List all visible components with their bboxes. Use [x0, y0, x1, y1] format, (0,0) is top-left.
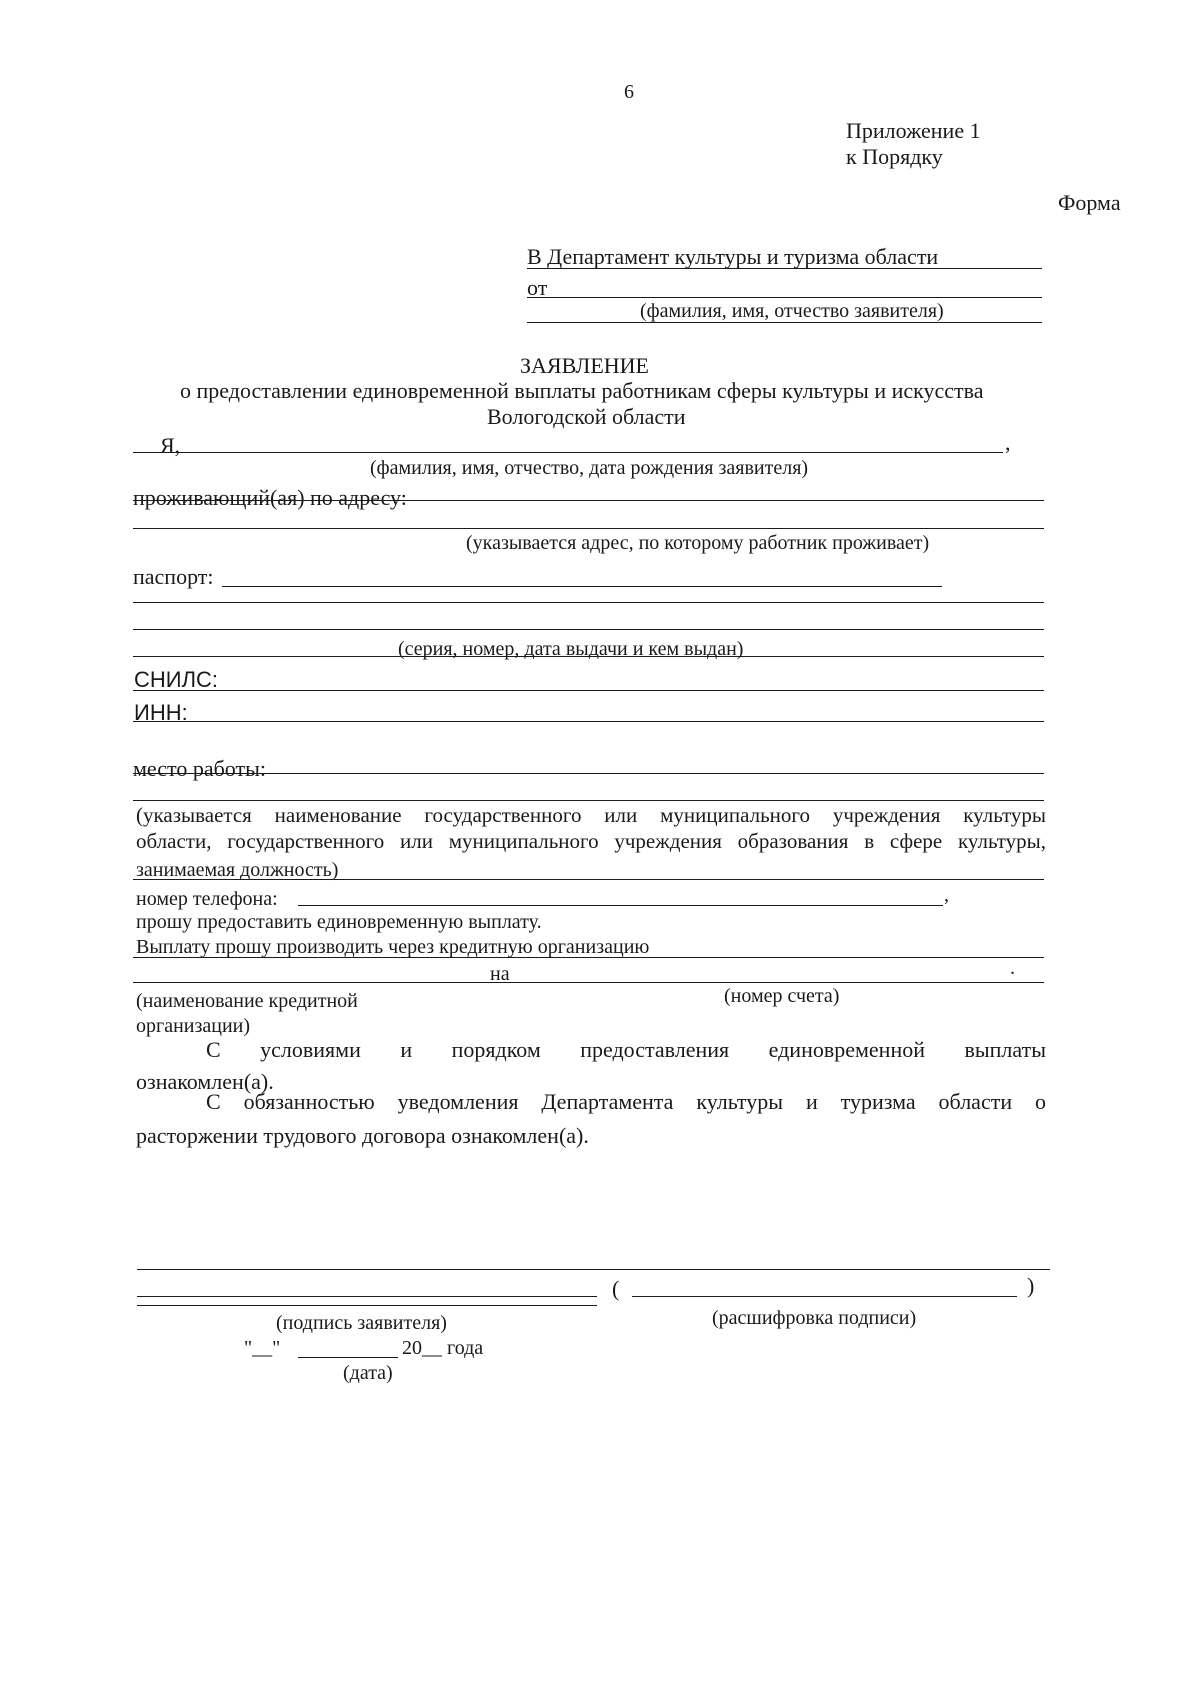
request-text: прошу предоставить единовременную выплату.: [136, 911, 542, 933]
address-caption: (указывается адрес, по которому работник проживает): [466, 532, 930, 554]
decoding-open-paren: (: [612, 1276, 620, 1301]
addressee-from: от: [527, 275, 548, 300]
account-caption: (номер счета): [724, 985, 840, 1007]
addressee-to-line: [527, 268, 1042, 269]
work-caption-line-3: занимаемая должность): [136, 859, 339, 881]
decoding-line[interactable]: [632, 1296, 1017, 1297]
addressee-from-line: [527, 297, 1042, 298]
phone-label: номер телефона:: [136, 888, 278, 910]
applicant-comma: ,: [1005, 430, 1011, 455]
passport-caption-line: [133, 656, 1044, 657]
applicant-label: Я,: [160, 433, 181, 458]
inn-line[interactable]: [133, 721, 1044, 722]
addressee-caption-line: [527, 322, 1042, 323]
work-caption-line: [133, 879, 1044, 880]
signature-top-line: [137, 1269, 1050, 1270]
phone-comma: ,: [944, 884, 949, 906]
work-line-1[interactable]: [133, 773, 1044, 774]
signature-caption: (подпись заявителя): [276, 1312, 447, 1334]
address-label: проживающий(ая) по адресу:: [133, 485, 407, 510]
addressee-from-caption: (фамилия, имя, отчество заявителя): [640, 300, 944, 322]
date-quotes: "__": [244, 1337, 281, 1359]
passport-caption: (серия, номер, дата выдачи и кем выдан): [398, 638, 744, 660]
date-year: 20__ года: [402, 1337, 484, 1359]
appendix-line-1: Приложение 1: [846, 118, 981, 143]
document-title: ЗАЯВЛЕНИЕ: [520, 353, 649, 378]
duty-statement-line-1: С обязанностью уведомления Департамента культуры и туризма области о: [206, 1089, 1046, 1114]
passport-line-3[interactable]: [133, 629, 1044, 630]
work-caption-line-1: (указывается наименование государственного или муниципального учреждения культуры: [136, 803, 1046, 827]
account-line[interactable]: [133, 982, 1044, 983]
applicant-line[interactable]: [133, 452, 1003, 453]
applicant-caption: (фамилия, имя, отчество, дата рождения заявителя): [370, 457, 809, 479]
decoding-caption: (расшифровка подписи): [712, 1307, 917, 1329]
passport-line-1[interactable]: [222, 586, 942, 587]
title-subtitle-line-1: о предоставлении единовременной выплаты работникам сферы культуры и искусства: [180, 378, 984, 403]
signature-line[interactable]: [137, 1296, 597, 1297]
bank-caption-line-1: (наименование кредитной: [136, 990, 358, 1012]
work-label: место работы:: [133, 756, 266, 781]
conditions-statement-line-1: С условиями и порядком предоставления единовременной выплаты: [206, 1037, 1046, 1062]
duty-statement-line-2: расторжении трудового договора ознакомлен(а).: [136, 1123, 589, 1148]
page-number: 6: [624, 81, 634, 103]
form-label: Форма: [1058, 190, 1121, 215]
passport-label: паспорт:: [133, 564, 214, 589]
address-line-1[interactable]: [133, 500, 1044, 501]
decoding-close-paren: ): [1027, 1273, 1035, 1298]
appendix-line-2: к Порядку: [846, 144, 943, 169]
account-prefix-na: на: [490, 963, 510, 985]
address-line-2[interactable]: [133, 528, 1044, 529]
account-dot: .: [1010, 957, 1015, 979]
phone-line[interactable]: [298, 905, 943, 906]
passport-line-2[interactable]: [133, 602, 1044, 603]
date-caption: (дата): [343, 1362, 393, 1384]
conditions-statement-line-2: ознакомлен(а).: [136, 1069, 274, 1094]
bank-line[interactable]: [133, 957, 1044, 958]
work-line-2[interactable]: [133, 800, 1044, 801]
snils-line[interactable]: [133, 690, 1044, 691]
snils-label: СНИЛС:: [134, 667, 219, 692]
bank-text: Выплату прошу производить через кредитную организацию: [136, 936, 650, 958]
date-day-month-line[interactable]: [298, 1357, 398, 1358]
addressee-to: В Департамент культуры и туризма области: [527, 244, 939, 269]
work-caption-line-2: области, государственного или муниципального учреждения образования в сфере культуры,: [136, 829, 1046, 853]
title-subtitle-line-2: Вологодской области: [487, 404, 686, 429]
inn-label: ИНН:: [134, 700, 188, 725]
bank-caption-line-2: организации): [136, 1015, 251, 1037]
signature-bottom-line: [137, 1305, 597, 1306]
